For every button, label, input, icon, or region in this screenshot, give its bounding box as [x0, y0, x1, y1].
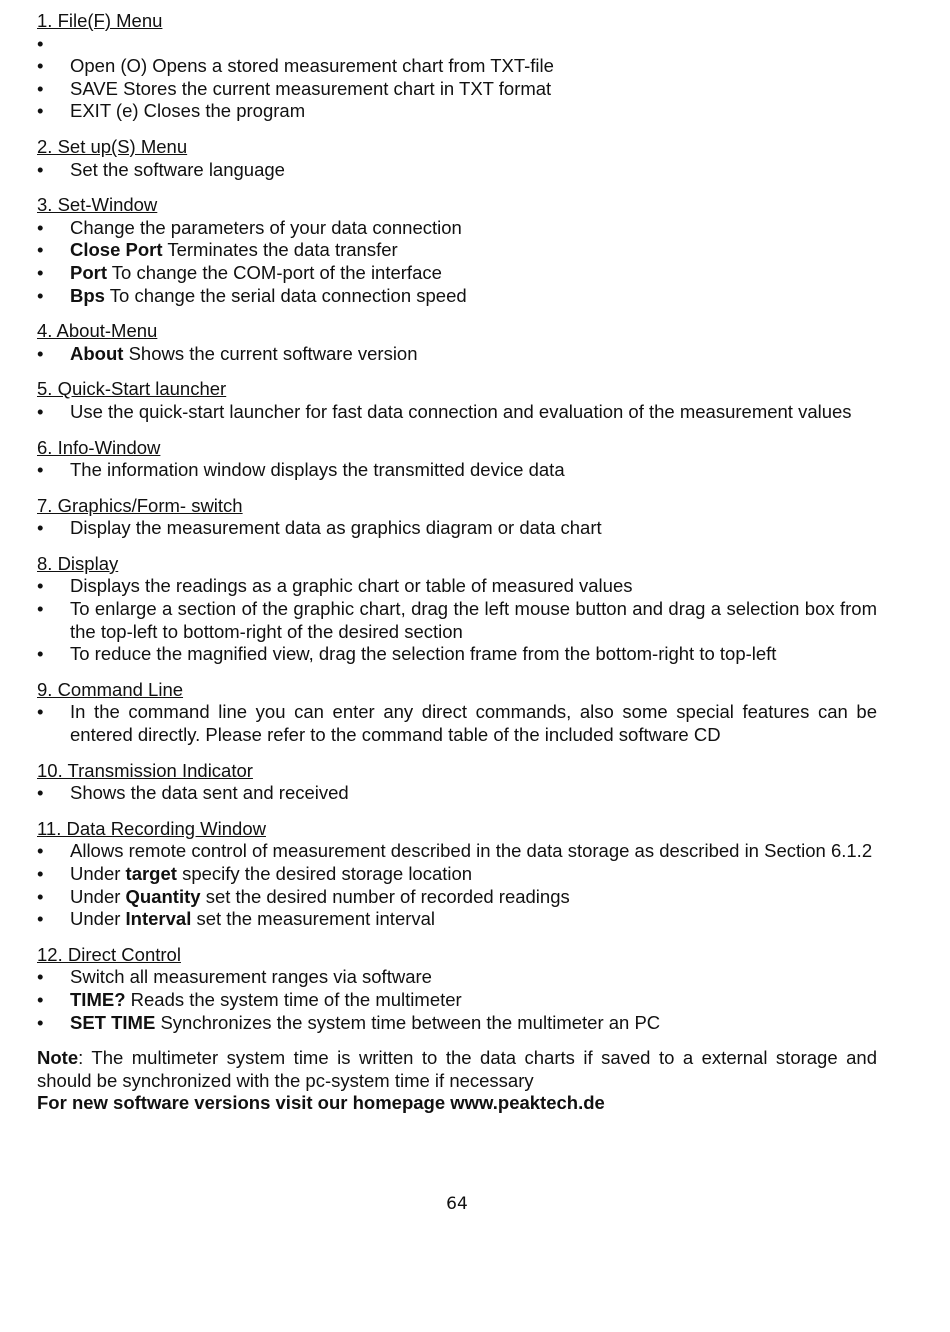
bullet-icon: • [37, 100, 44, 122]
bullet-icon: • [37, 158, 44, 180]
list-item [37, 517, 877, 540]
section-heading: 3. Set-Window [37, 194, 158, 216]
bullet-icon: • [37, 908, 44, 930]
bullet-icon: • [37, 216, 44, 238]
list-item [37, 863, 877, 886]
section-heading: 9. Command Line [37, 678, 184, 700]
item-text: Displays the readings as a graphic chart or table of measured values [70, 575, 633, 597]
item-text: Shows the current software version [123, 342, 418, 364]
section [37, 194, 877, 307]
item-text: The information window displays the transmitted device data [70, 459, 565, 481]
bullet-list [37, 701, 877, 746]
item-text: To enlarge a section of the graphic chart, drag the left mouse button and drag a selection box from the top-left to bottom-right of the desired section [70, 598, 877, 642]
bullet-list [37, 343, 877, 366]
list-item [37, 285, 877, 308]
bullet-list [37, 966, 877, 1034]
bold-term: About [70, 342, 124, 364]
item-text: Shows the data sent and received [70, 782, 349, 804]
bullet-icon: • [37, 701, 44, 723]
item-text: Display the measurement data as graphics diagram or data chart [70, 517, 602, 539]
section [37, 10, 877, 123]
bullet-icon: • [37, 77, 44, 99]
bullet-list [37, 159, 877, 182]
bullet-icon: • [37, 643, 44, 665]
section-list [37, 10, 877, 1034]
section [37, 944, 877, 1034]
bullet-icon: • [37, 1011, 44, 1033]
bold-term: target [125, 863, 177, 884]
section [37, 760, 877, 805]
list-item [37, 701, 877, 746]
bullet-icon: • [37, 840, 44, 862]
list-item [37, 1012, 877, 1035]
item-text: Under [70, 908, 126, 930]
section [37, 553, 877, 666]
list-item [37, 840, 877, 863]
item-text: To reduce the magnified view, drag the selection frame from the bottom-right to top-left [70, 643, 777, 665]
list-item [37, 159, 877, 182]
bold-term: SET TIME [70, 1011, 156, 1033]
section-heading: 4. About-Menu [37, 320, 158, 342]
section-heading: 7. Graphics/Form- switch [37, 494, 243, 516]
item-text: To change the COM-port of the interface [107, 261, 442, 283]
note-paragraph [37, 1047, 877, 1092]
item-text: Synchronizes the system time between the multimeter an PC [155, 1011, 661, 1033]
bullet-icon: • [37, 575, 44, 597]
bullet-icon: • [37, 863, 44, 884]
item-text: specify the desired storage location [176, 863, 473, 884]
note-label: Note [37, 1047, 79, 1069]
bullet-list [37, 782, 877, 805]
item-text: Switch all measurement ranges via software [70, 966, 432, 988]
homepage-line: For new software versions visit our homepage www.peaktech.de [37, 1092, 605, 1114]
list-item [37, 908, 877, 931]
list-item [37, 217, 877, 240]
bold-term: TIME? [70, 988, 126, 1010]
list-item [37, 343, 877, 366]
item-text: set the measurement interval [191, 908, 436, 930]
bullet-list [37, 840, 877, 930]
list-item [37, 262, 877, 285]
bold-term: Port [70, 261, 107, 283]
section [37, 818, 877, 931]
section-heading: 5. Quick-Start launcher [37, 378, 227, 400]
list-item [37, 575, 877, 598]
bullet-icon: • [37, 598, 44, 620]
bold-term: Close Port [70, 239, 163, 261]
section-heading: 1. File(F) Menu [37, 10, 163, 31]
item-text: Use the quick-start launcher for fast data connection and evaluation of the measurement values [70, 400, 852, 422]
bullet-icon: • [37, 988, 44, 1010]
bullet-list [37, 401, 877, 424]
bullet-icon: • [37, 782, 44, 804]
item-text: Terminates the data transfer [162, 239, 398, 261]
item-text: set the desired number of recorded readings [200, 885, 570, 907]
bullet-icon: • [37, 261, 44, 283]
item-text: To change the serial data connection speed [104, 284, 467, 306]
section [37, 679, 877, 747]
bullet-list [37, 459, 877, 482]
bullet-icon: • [37, 459, 44, 481]
section [37, 136, 877, 181]
section-heading: 2. Set up(S) Menu [37, 135, 188, 157]
item-text: Set the software language [70, 158, 285, 180]
bullet-icon: • [37, 55, 44, 77]
section [37, 495, 877, 540]
bold-term: Bps [70, 284, 105, 306]
item-text: In the command line you can enter any direct commands, also some special features can be entered directly. Please refer to the command table of the included software CD [70, 701, 877, 746]
list-item [37, 33, 877, 56]
page-number: 64 [446, 1194, 468, 1214]
list-item [37, 966, 877, 989]
list-item [37, 598, 877, 643]
bullet-list [37, 575, 877, 665]
item-text: Allows remote control of measurement described in the data storage as described in Section 6.1.2 [70, 840, 873, 862]
list-item [37, 401, 877, 424]
bullet-list [37, 217, 877, 307]
list-item [37, 100, 877, 123]
bullet-list [37, 33, 877, 123]
list-item [37, 78, 877, 101]
list-item [37, 989, 877, 1012]
bullet-icon: • [37, 966, 44, 988]
bullet-icon: • [37, 32, 44, 54]
list-item [37, 459, 877, 482]
section-heading: 11. Data Recording Window [37, 817, 266, 839]
section-heading: 12. Direct Control [37, 943, 181, 965]
item-text: EXIT (e) Closes the program [70, 100, 306, 122]
item-text: SAVE Stores the current measurement chart in TXT format [70, 77, 552, 99]
section [37, 378, 877, 423]
item-text: Change the parameters of your data connection [70, 216, 462, 238]
section-heading: 8. Display [37, 552, 119, 574]
item-text: Under [70, 863, 126, 884]
item-text: Open (O) Opens a stored measurement chart from TXT-file [70, 55, 554, 77]
item-text: Reads the system time of the multimeter [125, 988, 462, 1010]
section [37, 320, 877, 365]
bullet-icon: • [37, 239, 44, 261]
item-text: Under [70, 885, 126, 907]
section [37, 437, 877, 482]
bullet-icon: • [37, 517, 44, 539]
list-item [37, 886, 877, 909]
list-item [37, 55, 877, 78]
section-heading: 6. Info-Window [37, 436, 161, 458]
bold-term: Interval [125, 908, 192, 930]
bullet-icon: • [37, 400, 44, 422]
bullet-icon: • [37, 284, 44, 306]
list-item [37, 782, 877, 805]
list-item [37, 239, 877, 262]
bullet-icon: • [37, 885, 44, 907]
list-item [37, 643, 877, 666]
bullet-icon: • [37, 342, 44, 364]
document-page [37, 10, 877, 1115]
note-text: : The multimeter system time is written to the data charts if saved to a external storage and should be synchronized with the pc-system time if necessary [37, 1047, 877, 1091]
bullet-list [37, 517, 877, 540]
bold-term: Quantity [125, 885, 201, 907]
section-heading: 10. Transmission Indicator [37, 759, 253, 781]
